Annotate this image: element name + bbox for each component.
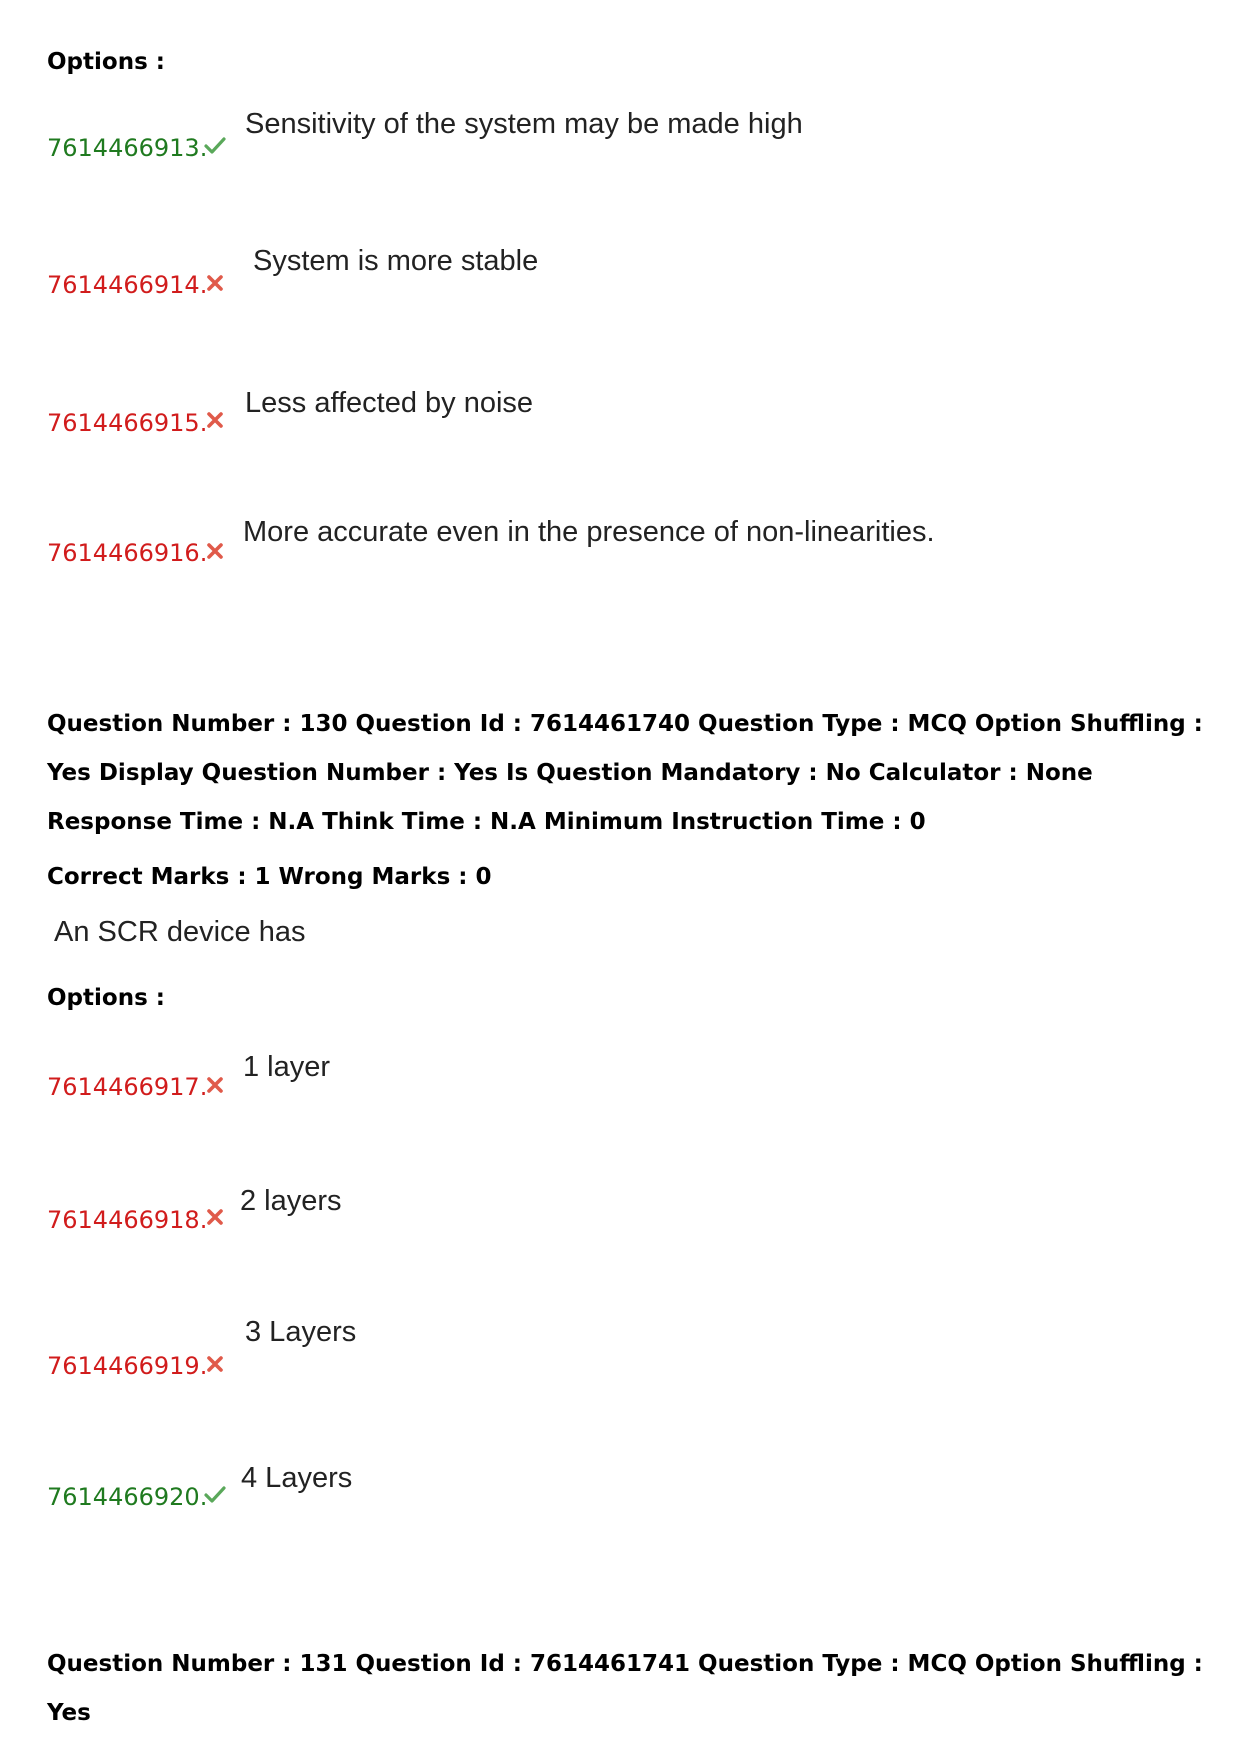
option-text: 2 layers xyxy=(240,1185,342,1217)
option-text: 1 layer xyxy=(243,1051,331,1083)
question-metadata: Question Number : 130 Question Id : 7614461740 Question Type : MCQ Option Shuffling : Yes Display Question Number : Yes Is Question Mandatory : No Calculator : None Response Time : N.A Think Time : N.A Minimum Instruction Time : 0 xyxy=(47,711,1203,835)
cross-icon xyxy=(203,1205,227,1229)
option-id: 7614466917. xyxy=(47,1073,208,1101)
option-id: 7614466916. xyxy=(47,539,208,567)
cross-icon xyxy=(203,539,227,563)
cross-icon xyxy=(203,1352,227,1376)
cross-icon xyxy=(203,271,227,295)
check-icon xyxy=(203,1482,227,1506)
option-text: System is more stable xyxy=(253,245,539,277)
check-icon xyxy=(203,133,227,157)
option-text: More accurate even in the presence of non-linearities. xyxy=(243,516,935,548)
option-text: 3 Layers xyxy=(245,1316,357,1348)
option-id: 7614466914. xyxy=(47,271,208,299)
option-id: 7614466918. xyxy=(47,1206,208,1234)
option-text: Less affected by noise xyxy=(245,387,534,419)
options-label: Options : xyxy=(47,985,165,1011)
option-id: 7614466919. xyxy=(47,1352,208,1380)
cross-icon xyxy=(203,1073,227,1097)
marks-info: Correct Marks : 1 Wrong Marks : 0 xyxy=(47,864,492,890)
option-text: Sensitivity of the system may be made high xyxy=(245,108,803,140)
question-metadata: Question Number : 131 Question Id : 7614461741 Question Type : MCQ Option Shuffling : Yes xyxy=(47,1651,1203,1726)
option-text: 4 Layers xyxy=(241,1462,353,1494)
cross-icon xyxy=(203,408,227,432)
options-label: Options : xyxy=(47,49,165,75)
option-id: 7614466915. xyxy=(47,409,208,437)
question-text: An SCR device has xyxy=(54,916,306,948)
option-id: 7614466913. xyxy=(47,134,208,162)
option-id: 7614466920. xyxy=(47,1483,208,1511)
